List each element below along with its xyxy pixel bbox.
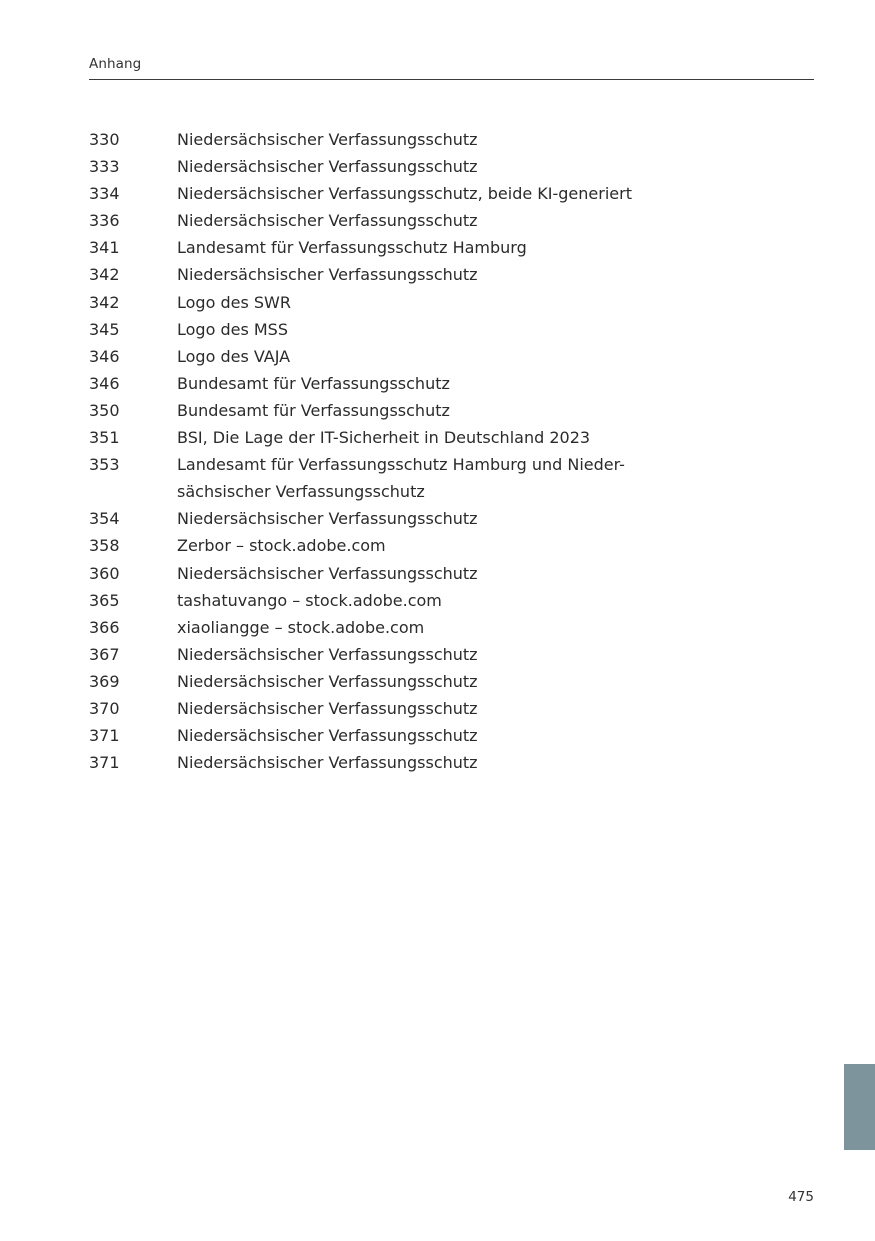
credit-row: [89, 424, 789, 451]
credit-source-line: Niedersächsischer Verfassungsschutz: [177, 130, 478, 149]
credit-source: [177, 560, 637, 587]
credit-source: [177, 343, 637, 370]
credit-source: [177, 532, 637, 559]
credit-source-line: Niedersächsischer Verfassungsschutz: [177, 671, 478, 691]
credit-source-line: Niedersächsischer Verfassungsschutz: [177, 265, 478, 285]
credit-row: [89, 153, 789, 180]
credit-source: [177, 207, 637, 234]
credit-row: [89, 614, 789, 641]
credit-page-number: 367: [89, 644, 120, 664]
credit-row: [89, 370, 789, 397]
credit-source: [177, 234, 637, 261]
credit-source-line: Landesamt für Verfassungsschutz Hamburg: [177, 238, 527, 258]
credit-source: [177, 261, 637, 288]
credit-source-line: Logo des MSS: [177, 319, 288, 339]
credit-source-line: Bundesamt für Verfassungsschutz: [177, 400, 450, 420]
image-credits-list: [89, 126, 789, 776]
credit-row: [89, 749, 789, 776]
credit-source-line: Niedersächsischer Verfassungsschutz: [177, 563, 478, 583]
credit-page-number: 371: [89, 753, 120, 773]
credit-source-line: Niedersächsischer Verfassungsschutz: [177, 753, 478, 773]
credit-source: [177, 668, 637, 695]
credit-page-number: 342: [89, 265, 120, 285]
credit-source: [177, 451, 637, 505]
credit-page-number: 370: [89, 698, 120, 718]
credit-row: [89, 695, 789, 722]
credit-page-number: 354: [89, 509, 120, 529]
credit-page-number: 358: [89, 536, 120, 556]
credit-source: [177, 722, 637, 749]
credit-page-number: 366: [89, 617, 120, 637]
credit-source: [177, 289, 637, 316]
credit-source: [177, 614, 637, 641]
credit-page-number: 341: [89, 238, 120, 258]
credit-source-line: Niedersächsischer Verfassungsschutz: [177, 509, 478, 529]
credit-row: [89, 316, 789, 343]
credit-source: [177, 695, 637, 722]
credit-source: [177, 424, 637, 451]
credit-row: [89, 532, 789, 559]
credit-row: [89, 180, 789, 207]
credit-source: [177, 749, 637, 776]
credit-source: [177, 397, 637, 424]
credit-source-line: Niedersächsischer Verfassungsschutz: [177, 211, 478, 231]
credit-page-number: 346: [89, 373, 120, 393]
credit-source-line: Bundesamt für Verfassungsschutz: [177, 373, 450, 393]
credit-page-number: 350: [89, 400, 120, 420]
header-rule: [89, 79, 814, 80]
credit-page-number: 365: [89, 590, 120, 610]
credit-row: [89, 668, 789, 695]
credit-source: [177, 153, 637, 180]
credit-page-number: 330: [89, 130, 120, 149]
credit-page-number: 336: [89, 211, 120, 231]
credit-page-number: 346: [89, 346, 120, 366]
credit-page-number: 334: [89, 184, 120, 204]
credit-source-line: Logo des VAJA: [177, 346, 291, 366]
credit-source-line: Landesamt für Verfassungsschutz Hamburg und Nieder-: [177, 455, 625, 475]
credit-source-line: tashatuvango – stock.adobe.com: [177, 590, 442, 610]
credit-page-number: 333: [89, 157, 120, 177]
credit-source: [177, 587, 637, 614]
credit-row: [89, 207, 789, 234]
credit-source: [177, 505, 637, 532]
credit-row: [89, 343, 789, 370]
credit-page-number: 360: [89, 563, 120, 583]
credit-row: [89, 397, 789, 424]
credit-page-number: 353: [89, 455, 120, 475]
credit-page-number: 345: [89, 319, 120, 339]
credit-source-line: Logo des SWR: [177, 292, 291, 312]
credit-row: [89, 289, 789, 316]
chapter-thumb-tab: [844, 1064, 875, 1150]
credit-row: [89, 126, 789, 153]
credit-source-line: Niedersächsischer Verfassungsschutz: [177, 157, 478, 177]
credit-row: [89, 505, 789, 532]
credit-source: [177, 316, 637, 343]
credit-source-line: Zerbor – stock.adobe.com: [177, 536, 386, 556]
credit-source: [177, 180, 637, 207]
credit-source-line: Niedersächsischer Verfassungsschutz, beide KI-generiert: [177, 184, 632, 204]
credit-source: [177, 641, 637, 668]
credit-source: [177, 370, 637, 397]
credit-row: [89, 451, 789, 505]
credit-page-number: 369: [89, 671, 120, 691]
credit-page-number: 371: [89, 726, 120, 746]
running-header: Anhang: [89, 56, 142, 72]
credit-source: [177, 126, 637, 153]
page-number: 475: [788, 1189, 814, 1205]
credit-row: [89, 261, 789, 288]
credit-row: [89, 641, 789, 668]
credit-page-number: 342: [89, 292, 120, 312]
credit-source-line: sächsischer Verfassungsschutz: [177, 482, 425, 502]
credit-source-line: Niedersächsischer Verfassungsschutz: [177, 698, 478, 718]
credit-row: [89, 560, 789, 587]
credit-source-line: xiaoliangge – stock.adobe.com: [177, 617, 425, 637]
credit-source-line: BSI, Die Lage der IT-Sicherheit in Deutschland 2023: [177, 428, 591, 448]
credit-source-line: Niedersächsischer Verfassungsschutz: [177, 644, 478, 664]
credit-row: [89, 234, 789, 261]
credit-row: [89, 722, 789, 749]
credit-row: [89, 587, 789, 614]
credit-page-number: 351: [89, 428, 120, 448]
credit-source-line: Niedersächsischer Verfassungsschutz: [177, 726, 478, 746]
